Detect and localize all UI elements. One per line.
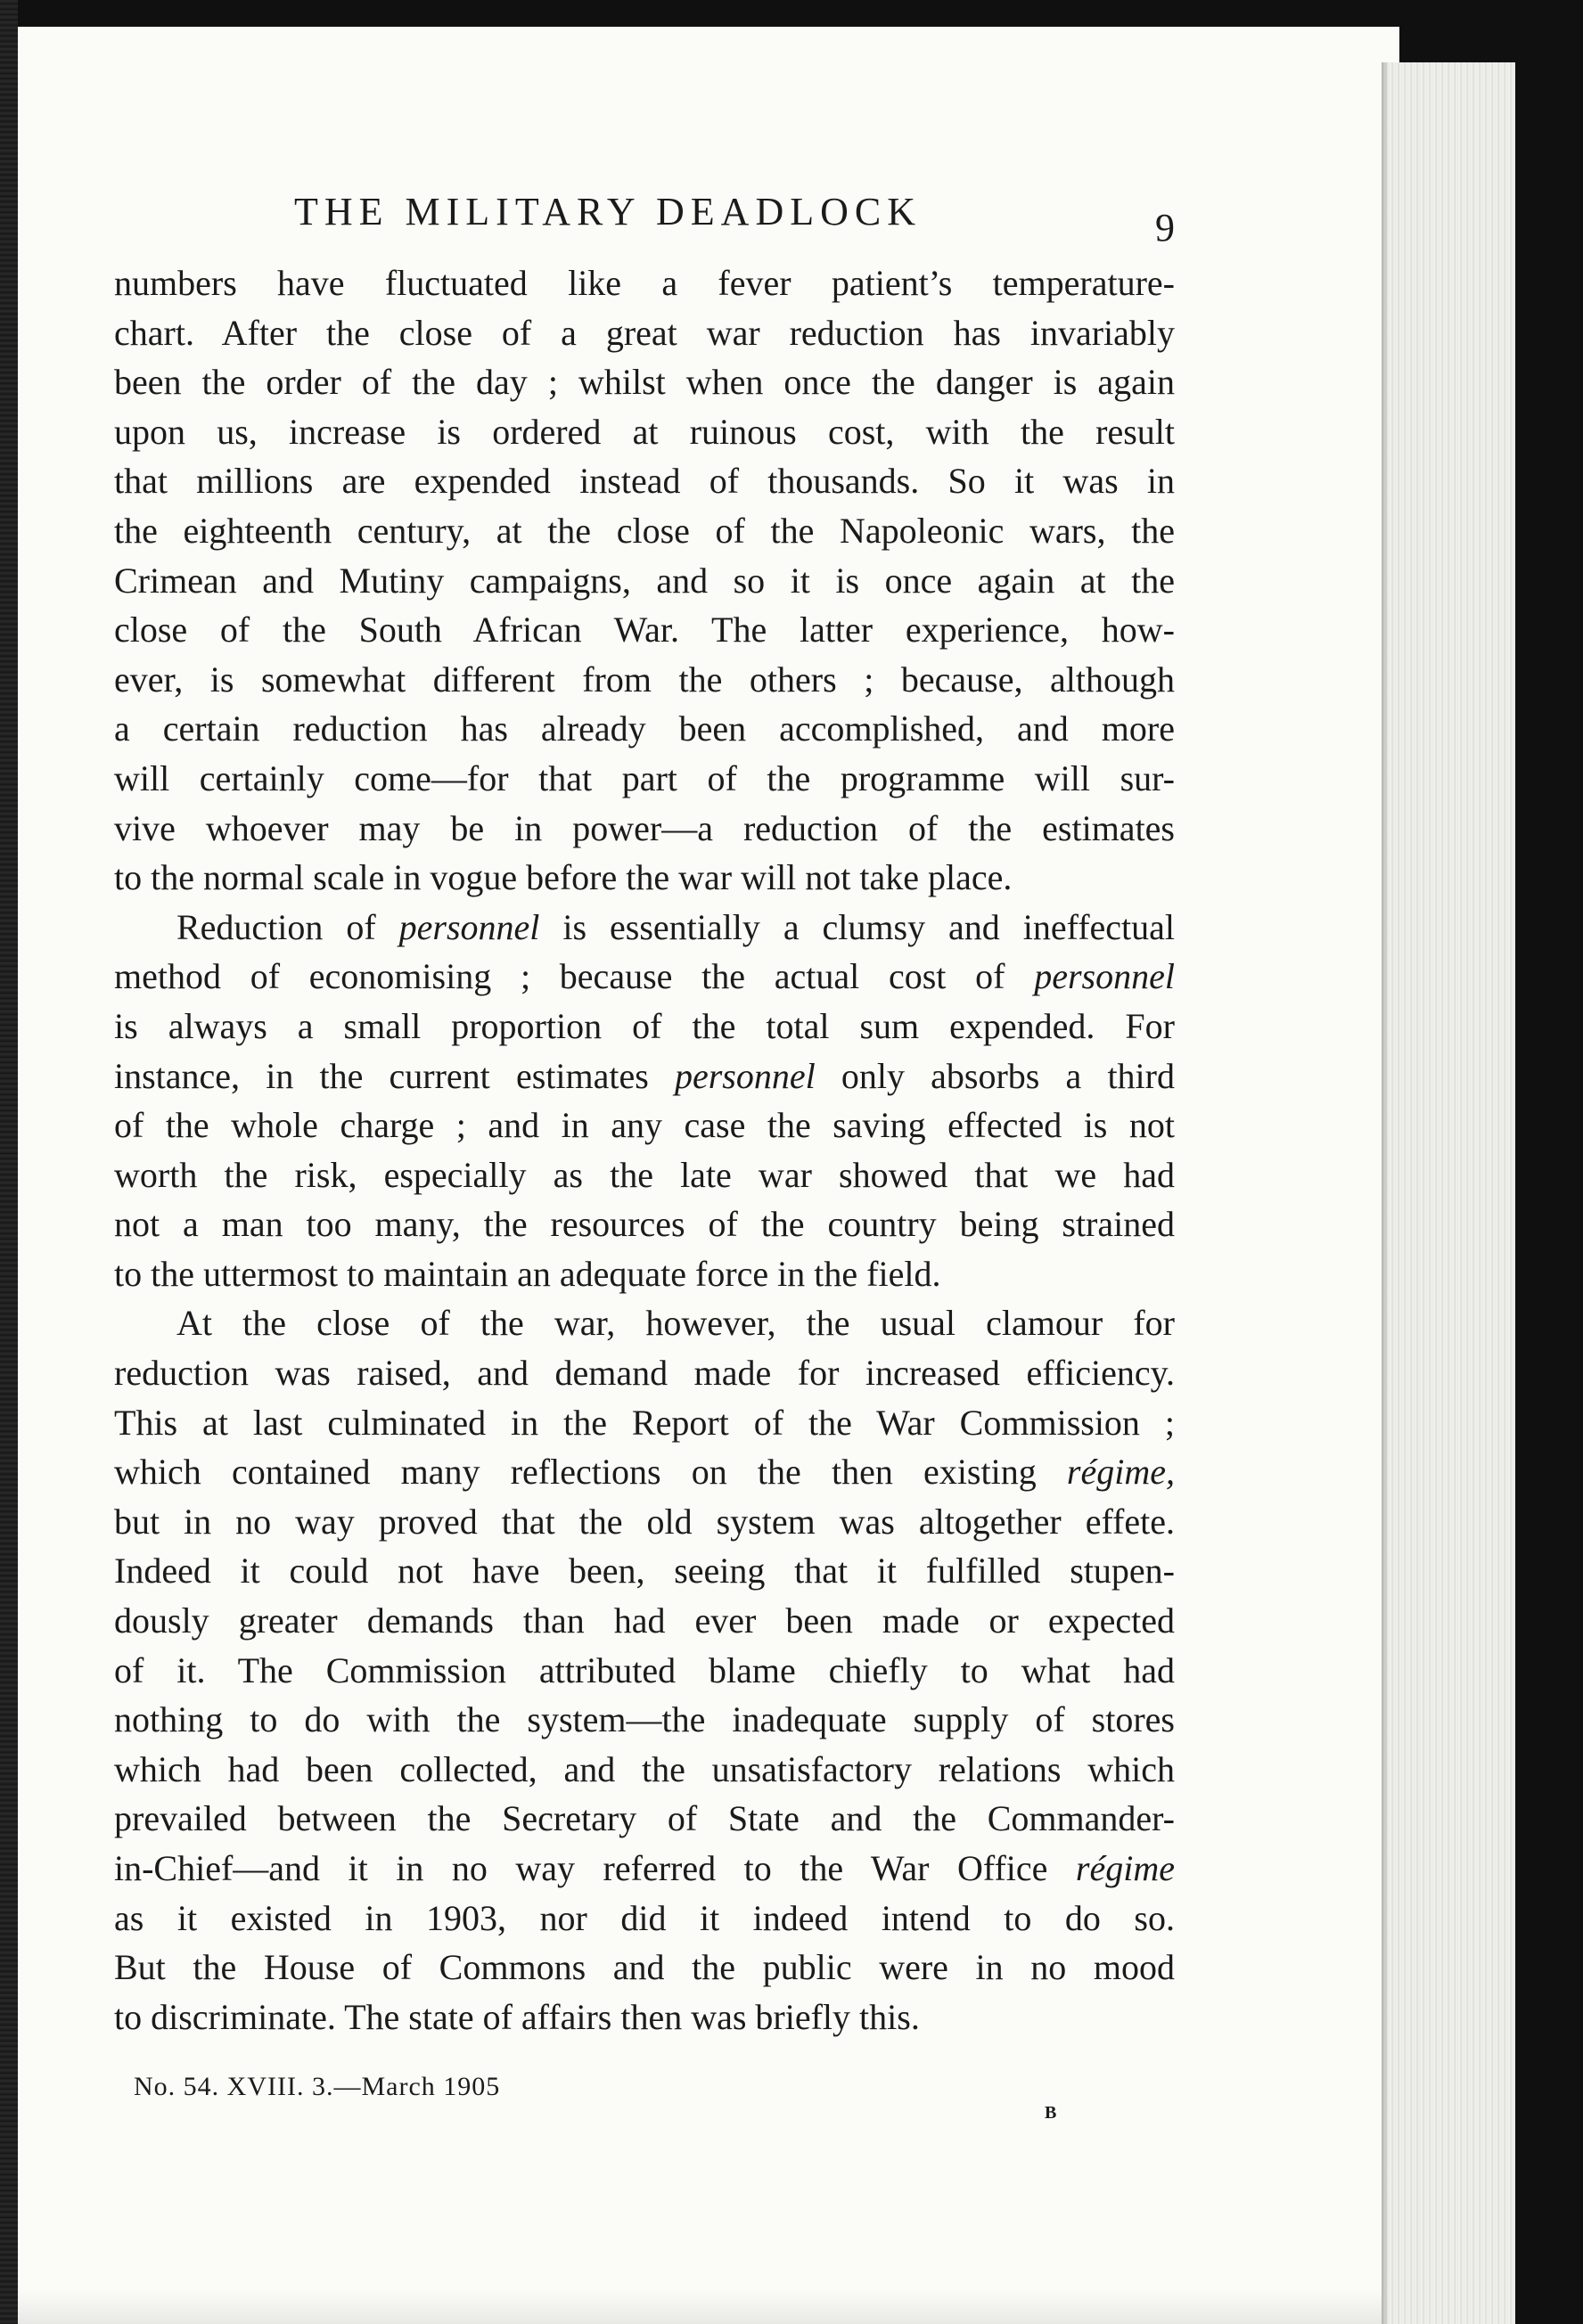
text-line: of it. The Commission attributed blame chiefly to what had	[114, 1649, 1175, 1690]
text-line: reduction was raised, and demand made for increased efficiency.	[114, 1353, 1175, 1394]
italic-term: personnel	[398, 906, 540, 947]
text-line: to the normal scale in vogue before the war will not take place.	[114, 857, 1013, 898]
page-bottom-strip	[18, 2290, 1382, 2324]
text-line	[114, 1447, 1175, 1497]
issue-footer: No. 54. XVIII. 3.—March 1905	[134, 2072, 501, 2101]
text-line: But the House of Commons and the public were in no mood	[114, 1947, 1175, 1988]
text-line: that millions are expended instead of thousands. So it was in	[114, 461, 1175, 502]
italic-term: régime,	[1066, 1452, 1175, 1493]
text-line: chart. After the close of a great war reduction has invariably	[114, 312, 1175, 353]
page-number: 9	[1155, 206, 1175, 250]
text-line: a certain reduction has already been accomplished, and more	[114, 708, 1175, 749]
text-line: of the whole charge ; and in any case the saving effected is not	[114, 1105, 1175, 1146]
text-line: to the uttermost to maintain an adequate force in the field.	[114, 1253, 941, 1294]
page-edge-shadow	[1382, 62, 1389, 2324]
text-line: ever, is somewhat different from the others ; because, although	[114, 659, 1175, 700]
text-run: only absorbs a third	[815, 1055, 1175, 1096]
text-run: is essentially a clumsy and ineffectual	[539, 906, 1176, 947]
body-text	[114, 258, 1175, 2042]
signature-mark: B	[1045, 2103, 1057, 2123]
text-run: instance, in the current estimates	[114, 1055, 675, 1096]
text-line: dously greater demands than had ever been made or expected	[114, 1600, 1175, 1641]
text-line: which had been collected, and the unsatisfactory relations which	[114, 1748, 1175, 1789]
binding-gutter	[0, 0, 18, 2324]
text-line: Indeed it could not have been, seeing that it fulfilled stupen-	[114, 1551, 1175, 1592]
italic-term: régime	[1075, 1848, 1175, 1888]
italic-term: personnel	[1034, 956, 1175, 997]
text-line: been the order of the day ; whilst when once the danger is again	[114, 362, 1175, 403]
text-line: close of the South African War. The latter experience, how-	[114, 610, 1175, 651]
text-line	[114, 952, 1175, 1002]
text-line: numbers have fluctuated like a fever patient’s temperature-	[114, 263, 1175, 303]
text-line	[114, 903, 1175, 953]
text-line: worth the risk, especially as the late war showed that we had	[114, 1154, 1175, 1195]
text-line: to discriminate. The state of affairs then was briefly this.	[114, 1996, 920, 2037]
text-line: the eighteenth century, at the close of the Napoleonic wars, the	[114, 510, 1175, 551]
text-line: upon us, increase is ordered at ruinous cost, with the result	[114, 411, 1175, 452]
text-line: At the close of the war, however, the usual clamour for	[176, 1303, 1175, 1344]
text-line: but in no way proved that the old system was altogether effete.	[114, 1501, 1175, 1542]
text-run: Reduction of	[176, 906, 399, 947]
text-line: Crimean and Mutiny campaigns, and so it is once again at the	[114, 560, 1175, 601]
text-line: will certainly come—for that part of the programme will sur-	[114, 757, 1175, 798]
text-line: This at last culminated in the Report of the War Commission ;	[114, 1402, 1175, 1443]
text-line: nothing to do with the system—the inadequate supply of stores	[114, 1699, 1175, 1740]
italic-term: personnel	[674, 1055, 816, 1096]
text-run: in-Chief—and it in no way referred to the War Office	[114, 1848, 1076, 1888]
text-line	[114, 1844, 1175, 1894]
text-line: not a man too many, the resources of the country being strained	[114, 1204, 1175, 1245]
text-line: prevailed between the Secretary of State and the Commander-	[114, 1798, 1175, 1839]
text-line: vive whoever may be in power—a reduction of the estimates	[114, 807, 1175, 848]
text-run: method of economising ; because the actual cost of	[114, 956, 1035, 997]
page-stack-edge	[1382, 62, 1515, 2324]
text-line: is always a small proportion of the total sum expended. For	[114, 1005, 1175, 1046]
text-line: as it existed in 1903, nor did it indeed intend to do so.	[114, 1897, 1175, 1938]
text-line	[114, 1052, 1175, 1101]
running-head: THE MILITARY DEADLOCK	[294, 190, 923, 233]
text-run: which contained many reflections on the then existing	[114, 1452, 1067, 1493]
